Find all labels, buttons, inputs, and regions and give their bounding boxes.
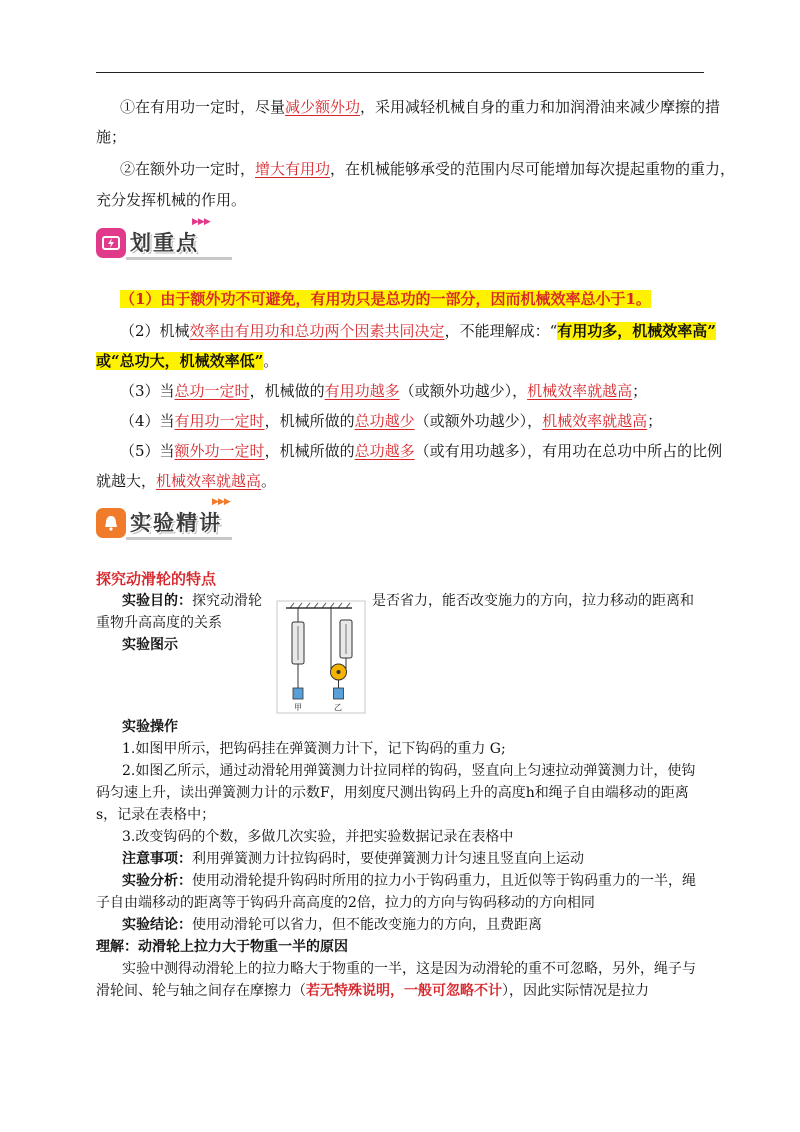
operation-label: 实验操作 bbox=[122, 719, 178, 735]
operation-step-2-cont: 码匀速上升，读出弹簧测力计的示数F，用刻度尺测出钩码上升的高度h和绳子自由端移动的距离 bbox=[96, 785, 689, 801]
purpose-line-1b: 是否省力，能否改变施力的方向，拉力移动的距离和 bbox=[372, 593, 694, 609]
precautions: 注意事项：利用弹簧测力计拉钩码时，要使弹簧测力计匀速且竖直向上运动 bbox=[122, 851, 584, 867]
section-banner-experiment bbox=[96, 497, 232, 542]
operation-step-2: 2.如图乙所示，通过动滑轮用弹簧测力计拉同样的钩码，竖直向上匀速拉动弹簧测力计，使钩 bbox=[122, 763, 696, 779]
lightning-icon bbox=[96, 228, 126, 258]
arrows-icon: ▶▶▶ bbox=[212, 497, 230, 507]
banner-title: 实验精讲 bbox=[130, 511, 222, 535]
key-point-5-cont: 就越大，机械效率就越高。 bbox=[96, 472, 277, 490]
key-point-1: （1）由于额外功不可避免，有用功只是总功的一部分，因而机械效率总小于1。 bbox=[120, 290, 651, 308]
banner-underline bbox=[126, 537, 232, 540]
section-banner-key-points bbox=[96, 217, 232, 262]
key-point-2: （2）机械效率由有用功和总功两个因素共同决定，不能理解成：“有用功多，机械效率高” bbox=[120, 322, 716, 340]
figure-label: 实验图示 bbox=[122, 637, 178, 653]
purpose-line-2: 重物升高高度的关系 bbox=[96, 615, 222, 631]
purpose-line-1: 实验目的：探究动滑轮 bbox=[122, 593, 262, 609]
operation-step-3: 3.改变钩码的个数，多做几次实验，并把实验数据记录在表格中 bbox=[122, 829, 514, 845]
understanding-title: 理解：动滑轮上拉力大于物重一半的原因 bbox=[96, 939, 348, 955]
intro-line-3: ②在额外功一定时，增大有用功，在机械能够承受的范围内尽可能增加每次提起重物的重力， bbox=[120, 160, 736, 178]
understanding-line-2: 滑轮间、轮与轴之间存在摩擦力（若无特殊说明，一般可忽略不计），因此实际情况是拉力 bbox=[96, 983, 649, 999]
header-rule bbox=[96, 72, 704, 73]
banner-title: 划重点 bbox=[130, 231, 199, 255]
operation-step-1: 1.如图甲所示，把钩码挂在弹簧测力计下，记下钩码的重力 G; bbox=[122, 741, 506, 757]
analysis-cont: 子自由端移动的距离等于钩码升高高度的2倍，拉力的方向与钩码移动的方向相同 bbox=[96, 895, 595, 911]
key-point-2-cont: 或“总功大，机械效率低”。 bbox=[96, 352, 279, 370]
intro-line-4: 充分发挥机械的作用。 bbox=[96, 191, 247, 209]
arrows-icon: ▶▶▶ bbox=[192, 217, 210, 227]
pulley-experiment-figure bbox=[276, 600, 366, 714]
banner-underline bbox=[126, 257, 232, 260]
understanding-line-1: 实验中测得动滑轮上的拉力略大于物重的一半，这是因为动滑轮的重不可忽略，另外，绳子与 bbox=[122, 961, 696, 977]
figure-label-a: 甲 bbox=[294, 703, 302, 712]
experiment-title: 探究动滑轮的特点 bbox=[96, 570, 217, 588]
key-point-5: （5）当额外功一定时，机械所做的总功越多（或有用功越多），有用功在总功中所占的比例 bbox=[120, 442, 723, 460]
figure-label-b: 乙 bbox=[334, 703, 342, 712]
key-point-3: （3）当总功一定时，机械做的有用功越多（或额外功越少），机械效率就越高； bbox=[120, 382, 648, 400]
intro-line-2: 施； bbox=[96, 128, 127, 146]
bell-icon bbox=[96, 508, 126, 538]
conclusion: 实验结论：使用动滑轮可以省力，但不能改变施力的方向，且费距离 bbox=[122, 917, 542, 933]
intro-line-1: ①在有用功一定时，尽量减少额外功，采用减轻机械自身的重力和加润滑油来减少摩擦的措 bbox=[120, 98, 721, 116]
key-point-4: （4）当有用功一定时，机械所做的总功越少（或额外功越少），机械效率就越高； bbox=[120, 412, 663, 430]
analysis: 实验分析：使用动滑轮提升钩码时所用的拉力小于钩码重力，且近似等于钩码重力的一半，绳 bbox=[122, 873, 696, 889]
operation-step-2-end: s，记录在表格中； bbox=[96, 807, 216, 823]
